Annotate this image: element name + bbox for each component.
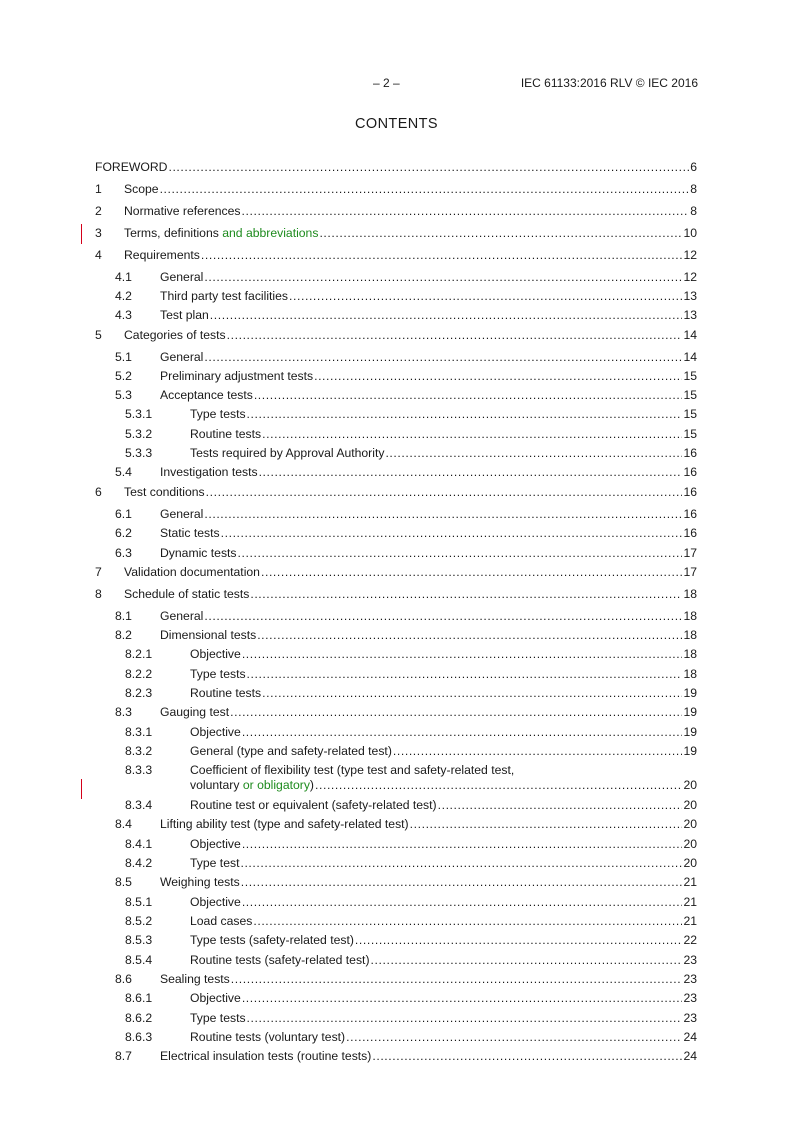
toc-entry-number: 1 — [95, 182, 102, 196]
toc-entry-number: 5.3.3 — [125, 446, 153, 460]
toc-entry-page: 12 — [683, 270, 697, 284]
toc-entry-title — [190, 1030, 345, 1045]
toc-entry-title — [160, 609, 203, 624]
toc-entry-page: 19 — [683, 686, 697, 700]
toc-entry-page: 21 — [683, 895, 697, 909]
dot-leader — [262, 686, 682, 701]
toc-entry-title — [190, 856, 239, 871]
toc-entry-page: 16 — [683, 446, 697, 460]
toc-entry-title-text: Dimensional tests — [160, 628, 257, 642]
toc-entry-title-text: Requirements — [124, 248, 200, 262]
change-bar — [81, 224, 82, 244]
toc-entry-page: 20 — [683, 837, 697, 851]
toc-entry-number: 8.6.2 — [125, 1011, 153, 1025]
dot-leader — [314, 369, 682, 384]
toc-entry-page: 16 — [683, 465, 697, 479]
dot-leader — [221, 526, 683, 541]
toc-entry-title — [190, 427, 261, 442]
toc-entry-page: 8 — [690, 204, 697, 218]
toc-entry-title — [160, 1049, 371, 1064]
toc-entry-number: 8.4 — [115, 817, 132, 831]
dot-leader — [250, 587, 682, 602]
toc-entry-number: 8.2.3 — [125, 686, 153, 700]
toc-entry-page: 18 — [683, 609, 697, 623]
toc-entry-page: 19 — [683, 705, 697, 719]
toc-entry-title-text: Validation documentation — [124, 565, 260, 579]
toc-entry-number: 6.1 — [115, 507, 132, 521]
toc-entry-number: 8.2 — [115, 628, 132, 642]
toc-entry-page: 20 — [683, 856, 697, 870]
dot-leader — [247, 1011, 683, 1026]
toc-entry-number: 8.5 — [115, 875, 132, 889]
dot-leader — [315, 778, 682, 793]
toc-entry-title-text: Routine test or equivalent (safety-related test) — [190, 798, 437, 812]
toc-entry-title-text: General — [160, 609, 204, 623]
dot-leader — [242, 895, 683, 910]
dot-leader — [438, 798, 683, 813]
toc-entry-title-text: Type tests — [190, 667, 246, 681]
toc-entry-title-text: voluntary — [190, 778, 243, 792]
toc-entry-page: 23 — [683, 1011, 697, 1025]
toc-entry-number: 8.6.3 — [125, 1030, 153, 1044]
toc-entry-title — [124, 226, 318, 241]
toc-entry-number: 8.6.1 — [125, 991, 153, 1005]
dot-leader — [372, 1049, 682, 1064]
toc-entry-title — [160, 369, 313, 384]
dot-leader — [241, 875, 683, 890]
toc-entry-title — [160, 817, 409, 832]
toc-entry-page: 19 — [683, 744, 697, 758]
dot-leader — [254, 388, 683, 403]
toc-entry-page: 18 — [683, 667, 697, 681]
dot-leader — [168, 160, 689, 175]
dot-leader — [319, 226, 682, 241]
toc-entry-page: 6 — [690, 160, 697, 174]
toc-entry-page: 10 — [683, 226, 697, 240]
toc-entry-title-text: General — [160, 350, 204, 364]
dot-leader — [253, 914, 682, 929]
dot-leader — [371, 953, 683, 968]
toc-entry-title — [160, 270, 203, 285]
toc-entry-title-text: Schedule of static tests — [124, 587, 250, 601]
toc-entry-number: 8.3.4 — [125, 798, 153, 812]
dot-leader — [204, 609, 682, 624]
dot-leader — [410, 817, 683, 832]
toc-entry-title — [124, 182, 159, 197]
toc-entry-page: 20 — [683, 817, 697, 831]
toc-entry-title-text: Gauging test — [160, 705, 230, 719]
dot-leader — [262, 427, 682, 442]
dot-leader — [160, 182, 690, 197]
toc-entry-title-text: General — [160, 270, 204, 284]
toc-entry-number: 8.3.2 — [125, 744, 153, 758]
toc-entry-title — [190, 798, 437, 813]
toc-entry-number: 5 — [95, 328, 102, 342]
toc-entry-title-text: Type tests — [190, 407, 246, 421]
toc-entry-title — [190, 778, 314, 793]
toc-entry-number: 8.5.3 — [125, 933, 153, 947]
toc-entry-page: 19 — [683, 725, 697, 739]
toc-entry-title-text: Static tests — [160, 526, 220, 540]
dot-leader — [385, 446, 682, 461]
toc-entry-title — [160, 875, 240, 890]
dot-leader — [261, 565, 682, 580]
toc-entry-number: 4.2 — [115, 289, 132, 303]
toc-entry-number: 2 — [95, 204, 102, 218]
toc-entry-title-text: Routine tests (voluntary test) — [190, 1030, 346, 1044]
toc-entry-number: 8.1 — [115, 609, 132, 623]
toc-entry-number: 8.6 — [115, 972, 132, 986]
toc-entry-title-text: Electrical insulation tests (routine tests) — [160, 1049, 372, 1063]
dot-leader — [242, 991, 683, 1006]
dot-leader — [204, 350, 682, 365]
toc-entry-title-text: Third party test facilities — [160, 289, 289, 303]
toc-entry-title-text: Scope — [124, 182, 159, 196]
toc-entry-number: 3 — [95, 226, 102, 240]
toc-entry-page: 14 — [683, 328, 697, 342]
toc-entry-title — [190, 914, 252, 929]
dot-leader — [346, 1030, 682, 1045]
toc-entry-number: 6 — [95, 485, 102, 499]
toc-entry-title-text: Type tests (safety-related test) — [190, 933, 354, 947]
toc-entry-title-text: Preliminary adjustment tests — [160, 369, 314, 383]
toc-entry-page: 16 — [683, 526, 697, 540]
dot-leader — [204, 507, 682, 522]
toc-entry-number: 4.3 — [115, 308, 132, 322]
toc-entry-number: 8.3.1 — [125, 725, 153, 739]
toc-entry-title-text: Acceptance tests — [160, 388, 253, 402]
toc-entry-title-text: Test plan — [160, 308, 209, 322]
toc-entry-title — [124, 204, 241, 219]
toc-entry-page: 17 — [683, 546, 697, 560]
toc-entry-title-text: Routine tests — [190, 686, 262, 700]
dot-leader — [230, 705, 682, 720]
toc-entry-title — [124, 485, 205, 500]
toc-entry-number: 8.3.3 — [125, 763, 153, 777]
toc-entry-title-text: Normative references — [124, 204, 241, 218]
toc-entry-title-text: Terms, definitions — [124, 226, 223, 240]
toc-entry-title — [190, 895, 241, 910]
toc-entry-title-text: Objective — [190, 991, 241, 1005]
toc-entry-title-text: Type tests — [190, 1011, 246, 1025]
toc-entry-number: 5.3.2 — [125, 427, 153, 441]
page-number: – 2 – — [373, 76, 400, 90]
dot-leader — [289, 289, 682, 304]
toc-entry-title — [160, 507, 203, 522]
toc-entry-title-text: Load cases — [190, 914, 253, 928]
toc-entry-page: 15 — [683, 388, 697, 402]
toc-entry-title-text: Lifting ability test (type and safety-related test) — [160, 817, 409, 831]
toc-entry-title — [190, 953, 370, 968]
toc-entry-title — [160, 308, 209, 323]
toc-entry-title — [160, 289, 288, 304]
toc-entry-page: 13 — [683, 308, 697, 322]
toc-entry-title-text: Routine tests (safety-related test) — [190, 953, 370, 967]
toc-entry-added-text: or obligatory — [242, 778, 310, 792]
toc-entry-title — [190, 686, 261, 701]
toc-entry-page: 23 — [683, 953, 697, 967]
toc-entry-title — [160, 350, 203, 365]
toc-entry-page: 18 — [683, 628, 697, 642]
toc-entry-title — [160, 628, 256, 643]
page-title: CONTENTS — [355, 116, 438, 132]
dot-leader — [242, 204, 690, 219]
toc-entry-number: 8 — [95, 587, 102, 601]
toc-entry-page: 16 — [683, 485, 697, 499]
toc-entry-number: 6.2 — [115, 526, 132, 540]
toc-entry-page: 16 — [683, 507, 697, 521]
toc-entry-page: 18 — [683, 587, 697, 601]
toc-entry-title-text: Routine tests — [190, 427, 262, 441]
toc-entry-title — [190, 837, 241, 852]
dot-leader — [259, 465, 683, 480]
toc-entry-title-text: Sealing tests — [160, 972, 230, 986]
toc-entry-number: 8.5.4 — [125, 953, 153, 967]
toc-entry-page: 13 — [683, 289, 697, 303]
toc-entry-added-text: and abbreviations — [222, 226, 319, 240]
toc-entry-number: 8.3 — [115, 705, 132, 719]
toc-entry-title — [160, 388, 253, 403]
dot-leader — [247, 667, 683, 682]
toc-entry-page: 17 — [683, 565, 697, 579]
toc-entry-page: 23 — [683, 991, 697, 1005]
toc-entry-title-text: Objective — [190, 725, 241, 739]
toc-entry-page: 12 — [683, 248, 697, 262]
toc-entry-number: 4.1 — [115, 270, 132, 284]
toc-entry-page: 15 — [683, 369, 697, 383]
toc-entry-number: 5.4 — [115, 465, 132, 479]
toc-entry-number: 6.3 — [115, 546, 132, 560]
toc-entry-title-text: Dynamic tests — [160, 546, 237, 560]
toc-entry-number: 5.1 — [115, 350, 132, 364]
toc-entry-title-suffix: ) — [309, 778, 314, 792]
dot-leader — [206, 485, 683, 500]
toc-entry-page: 23 — [683, 972, 697, 986]
toc-entry-number: 8.5.1 — [125, 895, 153, 909]
toc-entry-number: 8.4.2 — [125, 856, 153, 870]
toc-entry-title — [124, 587, 249, 602]
toc-entry-title — [190, 446, 384, 461]
toc-entry-title-text: Tests required by Approval Authority — [190, 446, 385, 460]
dot-leader — [355, 933, 683, 948]
toc-entry-title-text: Test conditions — [124, 485, 205, 499]
dot-leader — [257, 628, 682, 643]
toc-entry-number: 8.2.1 — [125, 647, 153, 661]
toc-entry-title — [190, 725, 241, 740]
toc-entry-number: 8.5.2 — [125, 914, 153, 928]
toc-entry-title-text: Categories of tests — [124, 328, 226, 342]
dot-leader — [227, 328, 683, 343]
toc-entry-title — [160, 546, 237, 561]
toc-entry-title — [124, 328, 226, 343]
toc-entry-page: 24 — [683, 1049, 697, 1063]
toc-entry-page: 22 — [683, 933, 697, 947]
toc-entry-number: 7 — [95, 565, 102, 579]
toc-entry-number: 5.3.1 — [125, 407, 153, 421]
dot-leader — [242, 647, 683, 662]
toc-entry-title-text: Weighing tests — [160, 875, 240, 889]
toc-entry-number: 5.3 — [115, 388, 132, 402]
dot-leader — [242, 837, 683, 852]
dot-leader — [393, 744, 683, 759]
toc-entry-page: 21 — [683, 875, 697, 889]
dot-leader — [247, 407, 683, 422]
toc-entry-page: 15 — [683, 407, 697, 421]
dot-leader — [210, 308, 683, 323]
toc-entry-page: 14 — [683, 350, 697, 364]
dot-leader — [231, 972, 683, 987]
change-bar — [81, 779, 82, 799]
toc-entry-title — [124, 565, 260, 580]
toc-entry-title — [190, 407, 246, 422]
toc-entry-title — [190, 744, 392, 759]
toc-entry-number: 8.7 — [115, 1049, 132, 1063]
toc-entry-title — [190, 667, 246, 682]
toc-entry-title — [190, 991, 241, 1006]
dot-leader — [204, 270, 682, 285]
toc-entry-title — [124, 248, 200, 263]
toc-entry-page: 21 — [683, 914, 697, 928]
toc-entry-title — [160, 465, 258, 480]
toc-entry-title — [190, 933, 354, 948]
dot-leader — [238, 546, 683, 561]
toc-entry-number: 5.2 — [115, 369, 132, 383]
toc-entry-number: 8.2.2 — [125, 667, 153, 681]
toc-entry-page: 15 — [683, 427, 697, 441]
toc-entry-title-text: Objective — [190, 647, 241, 661]
toc-entry-title-text: Investigation tests — [160, 465, 258, 479]
toc-entry-title-text: Objective — [190, 895, 241, 909]
toc-entry-title — [160, 705, 229, 720]
toc-entry-page: 8 — [690, 182, 697, 196]
dot-leader — [201, 248, 683, 263]
standard-reference: IEC 61133:2016 RLV © IEC 2016 — [520, 76, 698, 90]
dot-leader — [242, 725, 683, 740]
toc-entry-number: 4 — [95, 248, 102, 262]
toc-entry-title-text: FOREWORD — [95, 160, 168, 174]
toc-entry-title — [95, 160, 167, 175]
toc-entry-title-text: General — [160, 507, 204, 521]
toc-entry-page: 20 — [683, 778, 697, 792]
toc-entry-title — [160, 972, 230, 987]
toc-entry-page: 24 — [683, 1030, 697, 1044]
toc-entry-title-text: General (type and safety-related test) — [190, 744, 392, 758]
toc-entry-title-text: Type test — [190, 856, 240, 870]
dot-leader — [240, 856, 682, 871]
toc-entry-page: 20 — [683, 798, 697, 812]
toc-entry-title — [160, 526, 220, 541]
toc-entry-number: 8.4.1 — [125, 837, 153, 851]
toc-entry-title — [190, 647, 241, 662]
toc-entry-title-line: Coefficient of flexibility test (type test and safety-related test, — [190, 763, 515, 777]
toc-entry-page: 18 — [683, 647, 697, 661]
toc-entry-title-text: Objective — [190, 837, 241, 851]
toc-entry-title — [190, 1011, 246, 1026]
